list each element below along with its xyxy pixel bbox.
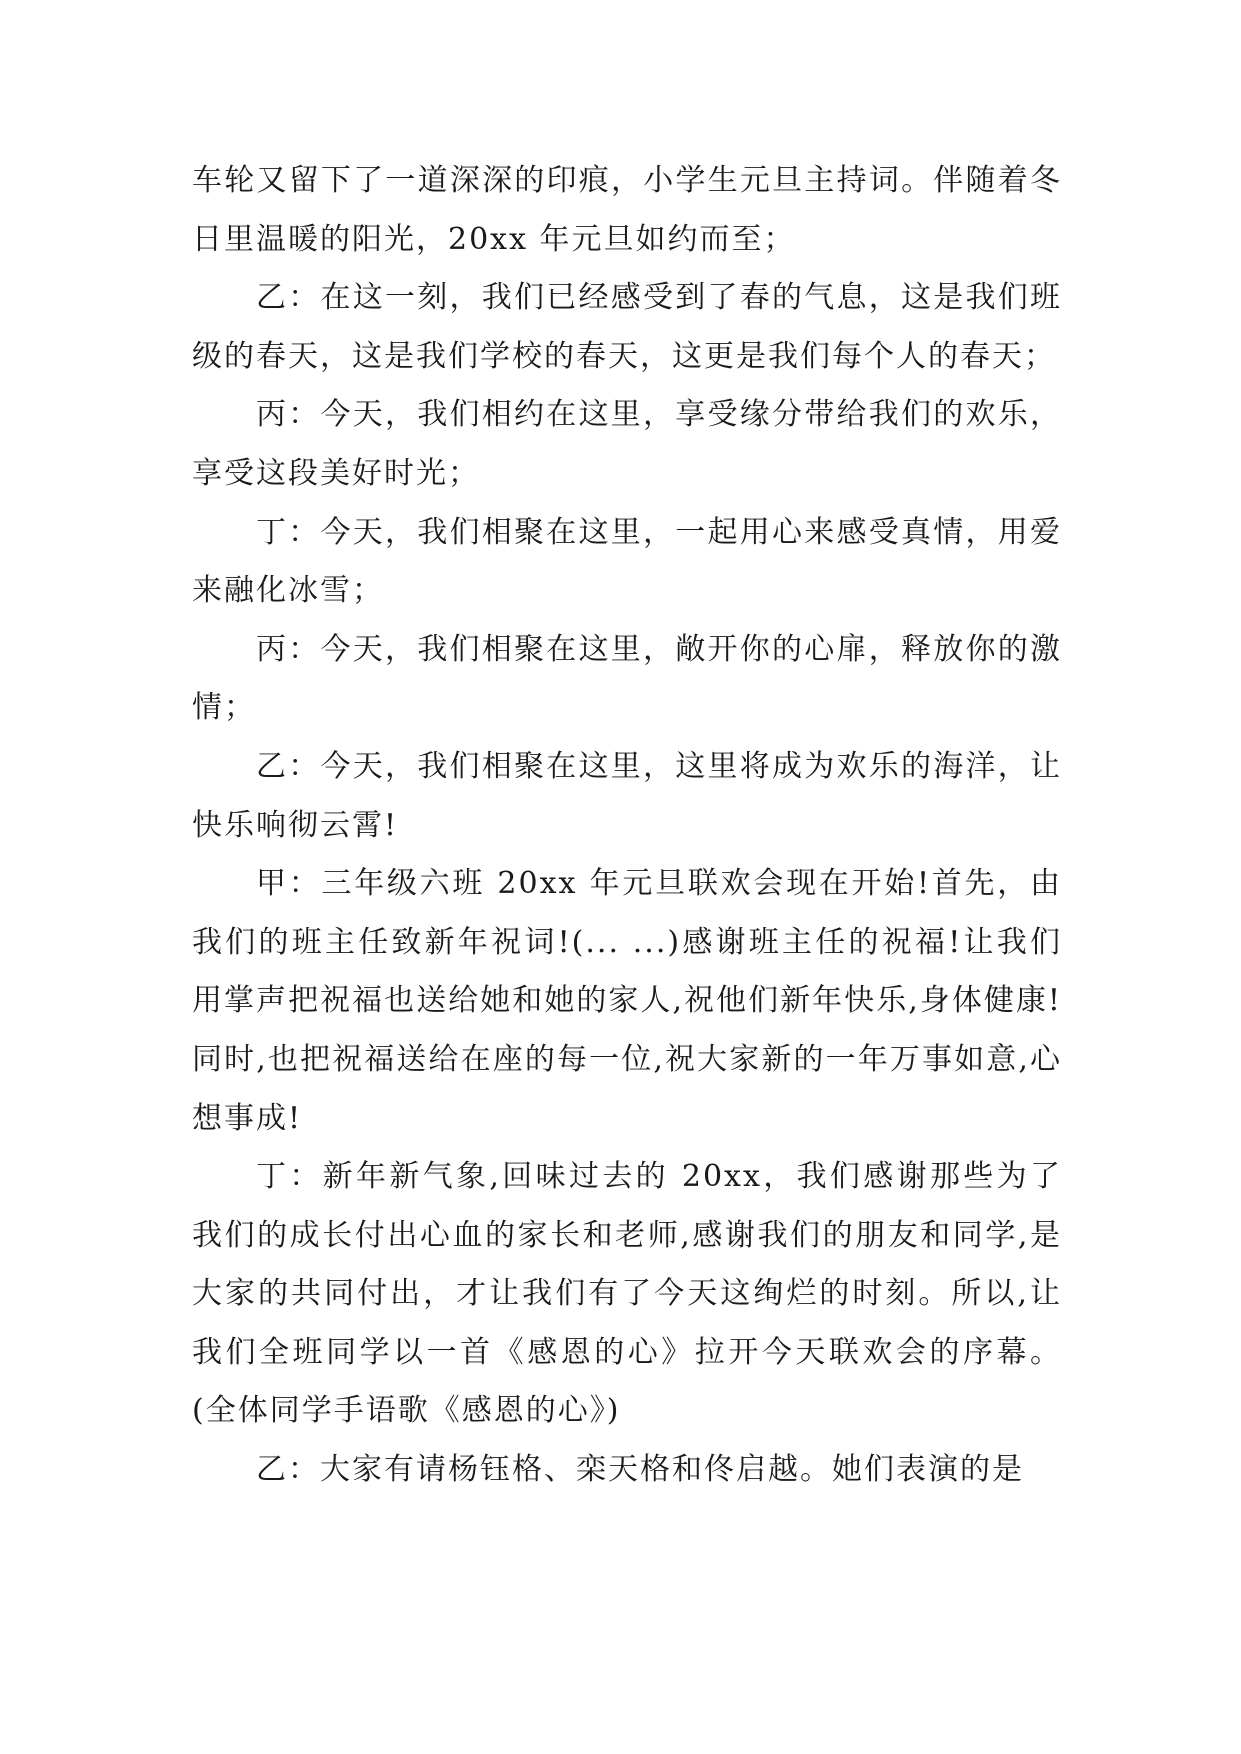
paragraph-1: 车轮又留下了一道深深的印痕，小学生元旦主持词。伴随着冬日里温暖的阳光，20xx 年元旦如约而至；	[192, 163, 1062, 257]
paragraph-4: 丁：今天，我们相聚在这里，一起用心来感受真情，用爱来融化冰雪；	[192, 514, 1062, 609]
paragraph-2: 乙：在这一刻，我们已经感受到了春的气息，这是我们班级的春天，这是我们学校的春天，这更是我们每个人的春天；	[192, 280, 1062, 374]
paragraph-9: 乙：大家有请杨钰格、栾天格和佟启越。她们表演的是	[256, 1452, 1024, 1488]
document-body	[192, 152, 1062, 1500]
paragraph-3: 丙：今天，我们相约在这里，享受缘分带给我们的欢乐，享受这段美好时光；	[192, 397, 1062, 491]
paragraph-8: 丁：新年新气象,回味过去的 20xx，我们感谢那些为了我们的成长付出心血的家长和老师,感谢我们的朋友和同学,是大家的共同付出，才让我们有了今天这绚烂的时刻。所以,让我们全班同学以一首《感恩的心》拉开今天联欢会的序幕。(全体同学手语歌《感恩的心》)	[192, 1159, 1062, 1429]
paragraph-6: 乙：今天，我们相聚在这里，这里将成为欢乐的海洋，让快乐响彻云霄!	[192, 748, 1062, 843]
paragraph-5: 丙：今天，我们相聚在这里，敞开你的心扉，释放你的激情；	[192, 631, 1062, 726]
paragraph-7: 甲：三年级六班 20xx 年元旦联欢会现在开始!首先，由我们的班主任致新年祝词!(... ...)感谢班主任的祝福!让我们用掌声把祝福也送给她和她的家人,祝他们新年快乐,身体健康!同时,也把祝福送给在座的每一位,祝大家新的一年万事如意,心想事成!	[192, 866, 1062, 1136]
